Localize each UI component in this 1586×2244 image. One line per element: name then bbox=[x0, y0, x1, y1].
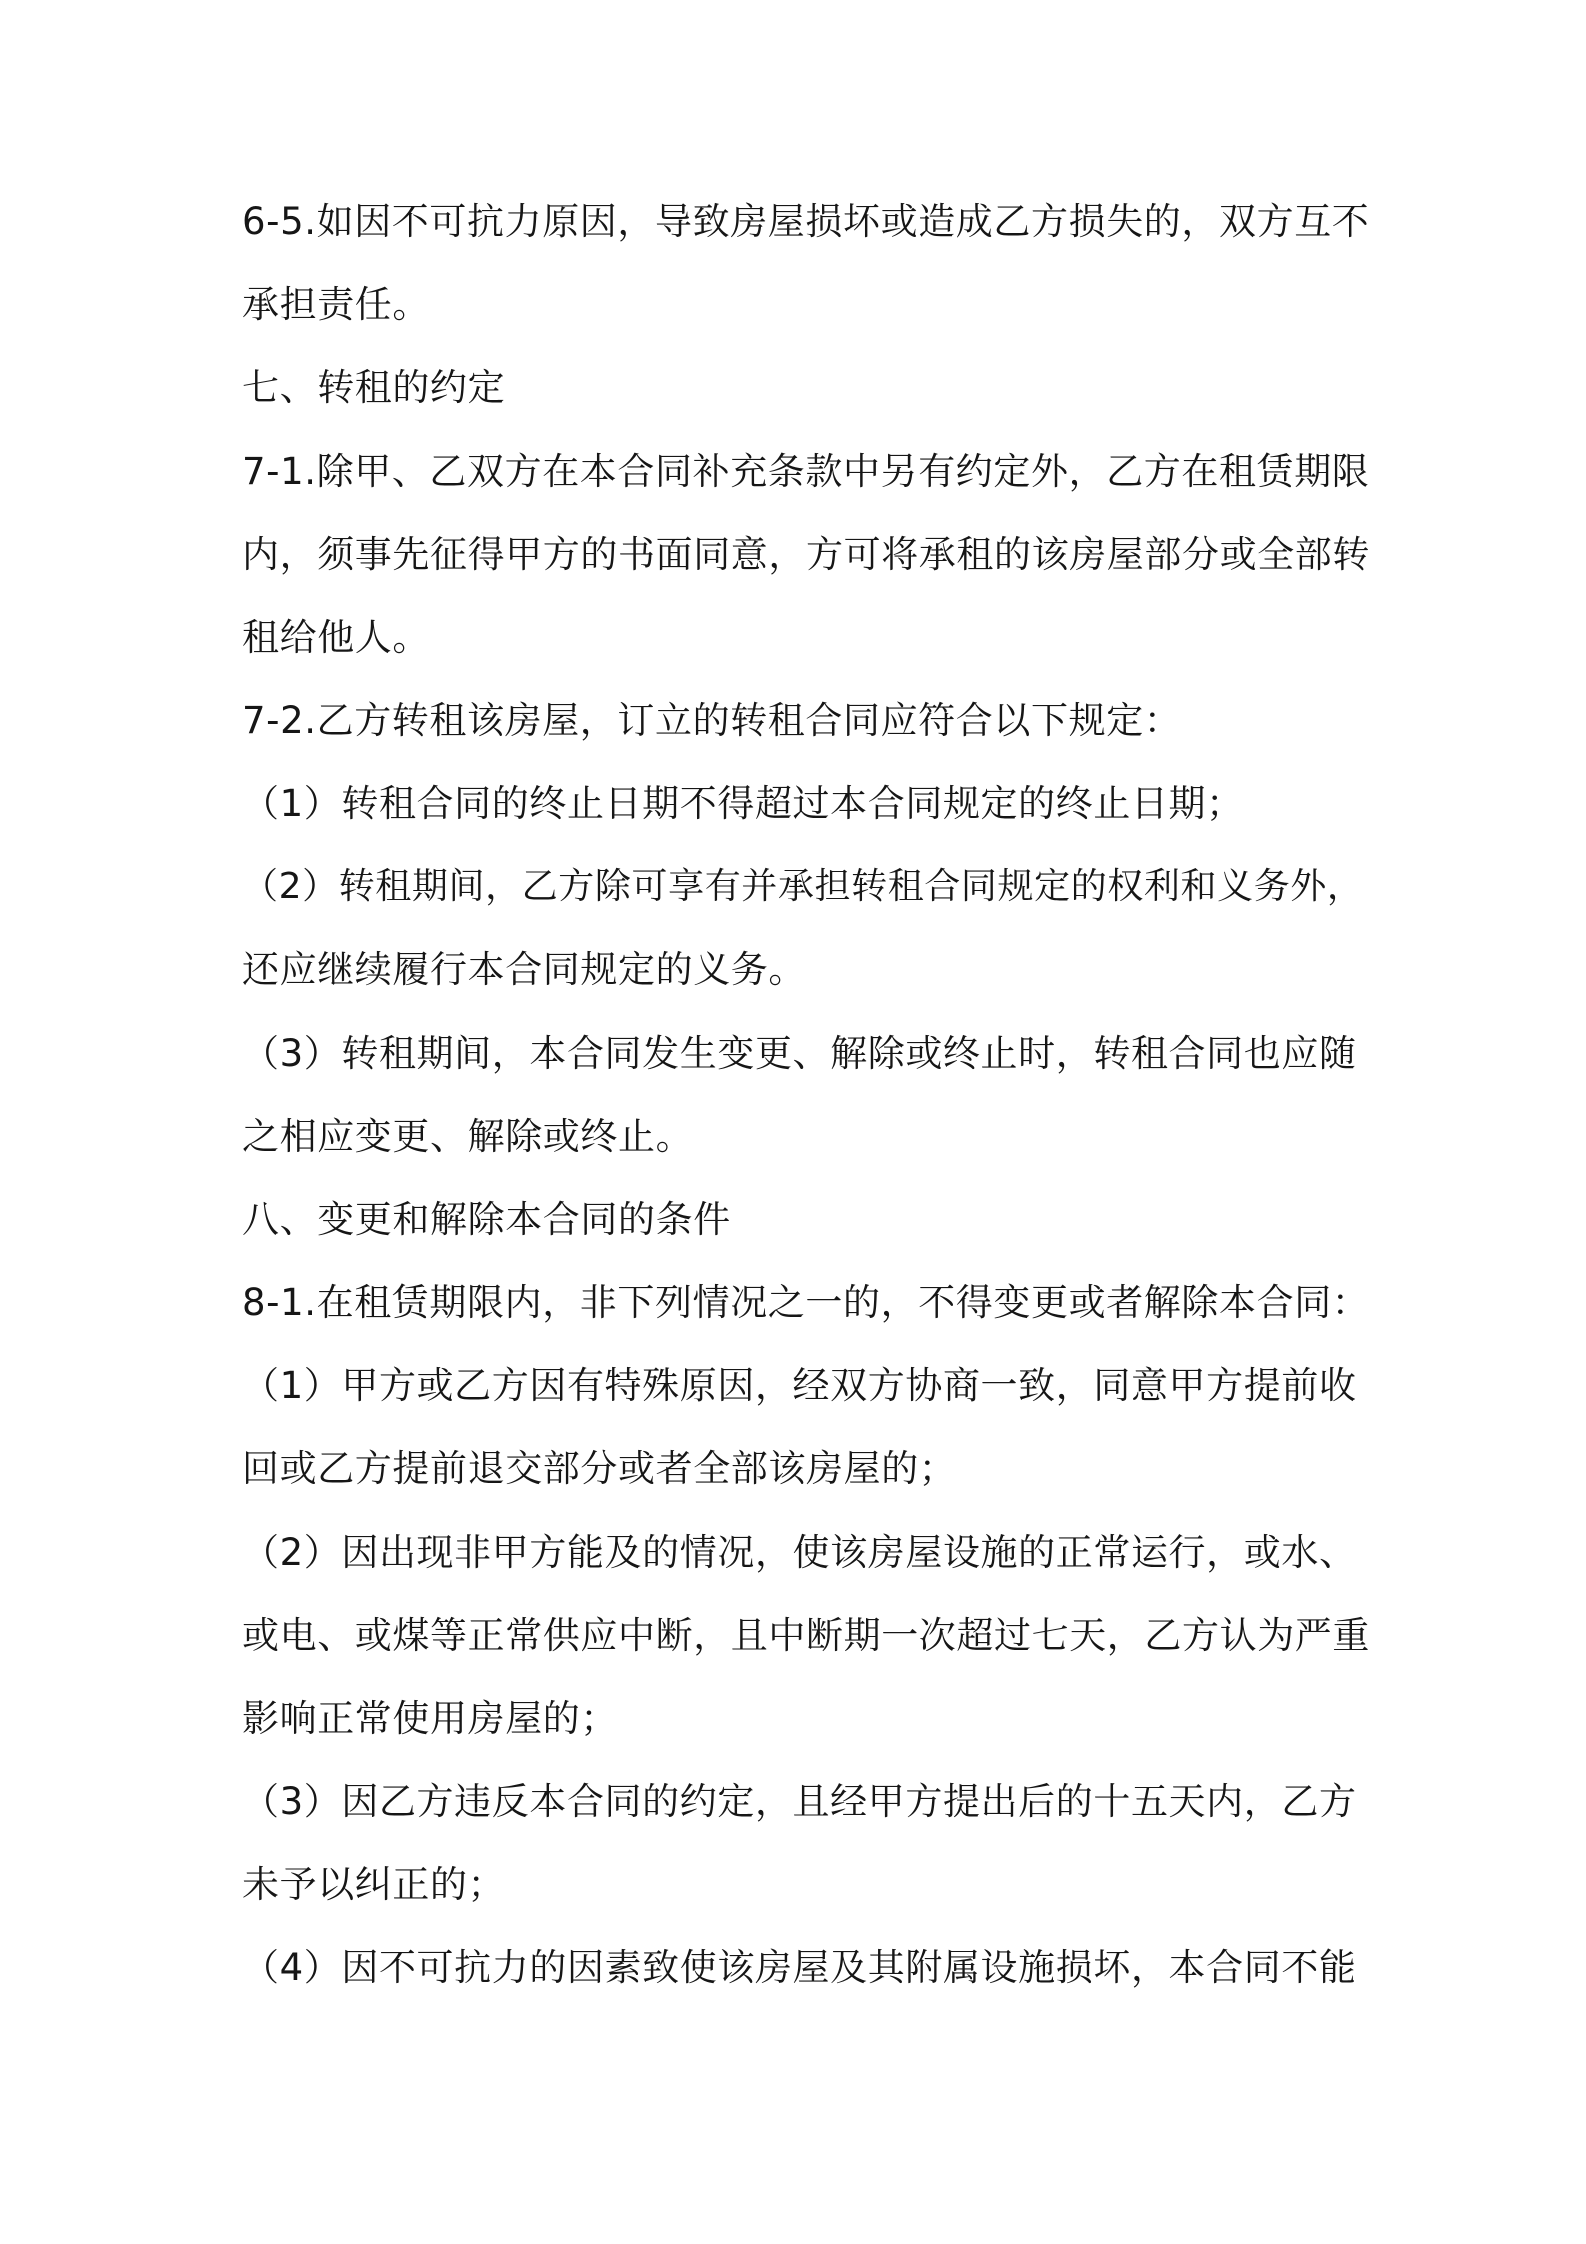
text-line: （4）因不可抗力的因素致使该房屋及其附属设施损坏，本合同不能 bbox=[242, 1946, 1357, 1989]
text-line: （2）因出现非甲方能及的情况，使该房屋设施的正常运行，或水、 bbox=[242, 1531, 1357, 1574]
section-heading: 八、变更和解除本合同的条件 bbox=[242, 1198, 731, 1241]
text-line: 之相应变更、解除或终止。 bbox=[242, 1115, 694, 1158]
text-line: 7-1.除甲、乙双方在本合同补充条款中另有约定外，乙方在租赁期限 bbox=[242, 450, 1370, 493]
text-line: 租给他人。 bbox=[242, 616, 430, 659]
text-line: （1）转租合同的终止日期不得超过本合同规定的终止日期； bbox=[242, 782, 1244, 825]
text-line: 承担责任。 bbox=[242, 283, 430, 326]
text-line: 影响正常使用房屋的； bbox=[242, 1697, 618, 1740]
text-line: 7-2.乙方转租该房屋，订立的转租合同应符合以下规定： bbox=[242, 699, 1182, 742]
text-line: （3）转租期间，本合同发生变更、解除或终止时，转租合同也应随 bbox=[242, 1032, 1357, 1075]
text-line: 8-1.在租赁期限内，非下列情况之一的，不得变更或者解除本合同： bbox=[242, 1281, 1370, 1324]
text-line: 内，须事先征得甲方的书面同意，方可将承租的该房屋部分或全部转 bbox=[242, 533, 1370, 576]
text-line: 6-5.如因不可抗力原因，导致房屋损坏或造成乙方损失的，双方互不 bbox=[242, 200, 1370, 243]
text-line: 或电、或煤等正常供应中断，且中断期一次超过七天，乙方认为严重 bbox=[242, 1614, 1370, 1657]
text-line: 未予以纠正的； bbox=[242, 1863, 506, 1906]
section-heading: 七、转租的约定 bbox=[242, 366, 506, 409]
text-line: （1）甲方或乙方因有特殊原因，经双方协商一致，同意甲方提前收 bbox=[242, 1364, 1357, 1407]
text-line: （2）转租期间，乙方除可享有并承担转租合同规定的权利和义务外， bbox=[242, 866, 1364, 907]
text-line: （3）因乙方违反本合同的约定，且经甲方提出后的十五天内，乙方 bbox=[242, 1780, 1357, 1823]
text-line: 回或乙方提前退交部分或者全部该房屋的； bbox=[242, 1447, 957, 1490]
text-line: 还应继续履行本合同规定的义务。 bbox=[242, 948, 806, 991]
